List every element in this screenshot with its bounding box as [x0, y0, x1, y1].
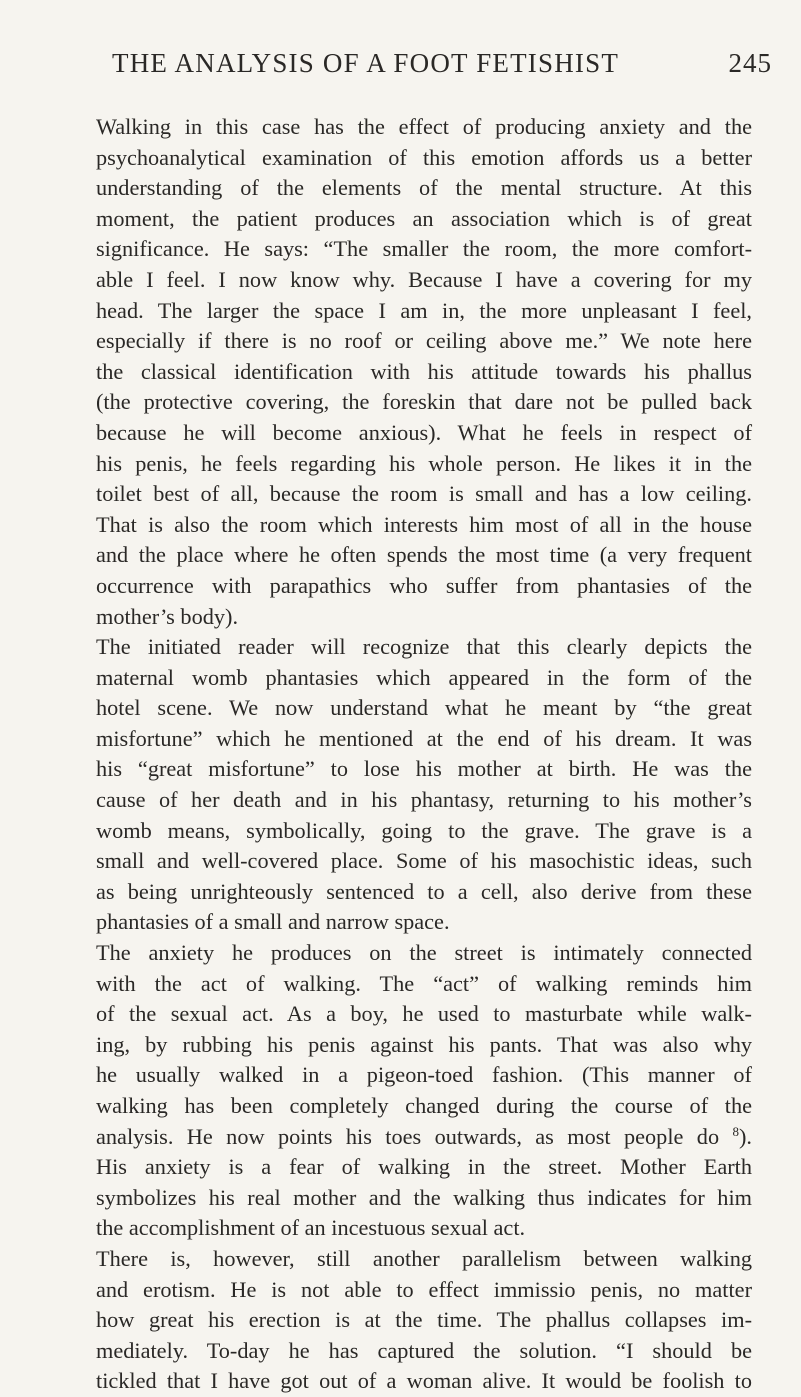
text-line: his “great misfortune” to lose his mother at birth. He was the	[96, 756, 752, 782]
text-line: head. The larger the space I am in, the more unpleasant I feel,	[96, 297, 752, 323]
text-line: ing, by rubbing his penis against his pants. That was also why	[96, 1031, 752, 1057]
text-line: the accomplishment of an incestuous sexual act.	[96, 1215, 526, 1241]
footnote-tail: ).	[739, 1123, 752, 1149]
text-line: and the place where he often spends the most time (a very frequent	[96, 542, 752, 568]
text-line: toilet best of all, because the room is small and has a low ceiling.	[96, 481, 752, 507]
text-line: tickled that I have got out of a woman alive. It would be foolish to	[96, 1368, 752, 1394]
footnote-marker: 8	[732, 1123, 739, 1139]
text-line: maternal womb phantasies which appeared in the form of the	[96, 664, 752, 690]
text-line: mediately. To-day he has captured the solution. “I should be	[96, 1337, 752, 1363]
running-head	[96, 40, 772, 80]
text-line: as being unrighteously sentenced to a cell, also derive from these	[96, 878, 752, 904]
text-line: how great his erection is at the time. The phallus collapses im-	[96, 1307, 752, 1333]
text-line: mother’s body).	[96, 603, 239, 629]
text-line: occurrence with parapathics who suffer from phantasies of the	[96, 572, 752, 598]
text-line: Walking in this case has the effect of producing anxiety and the	[96, 114, 752, 139]
text-line: understanding of the elements of the mental structure. At this	[96, 175, 752, 201]
text-line: he usually walked in a pigeon-toed fashion. (This manner of	[96, 1062, 752, 1088]
running-title: THE ANALYSIS OF A FOOT FETISHIST	[112, 48, 620, 78]
text-line: hotel scene. We now understand what he meant by “the great	[96, 695, 752, 721]
text-line-with-footnote	[96, 1122, 752, 1153]
text-line: symbolizes his real mother and the walking thus indicates for him	[96, 1184, 752, 1210]
text-line: womb means, symbolically, going to the grave. The grave is a	[96, 817, 752, 843]
page-number: 245	[728, 48, 772, 78]
text-line: misfortune” which he mentioned at the end of his dream. It was	[96, 725, 752, 751]
text-line: of the sexual act. As a boy, he used to masturbate while walk-	[96, 1001, 752, 1027]
text-line: That is also the room which interests him most of all in the house	[96, 511, 752, 537]
text-line: with the act of walking. The “act” of walking reminds him	[96, 970, 752, 996]
text-line: psychoanalytical examination of this emotion affords us a better	[96, 144, 752, 170]
text-line: especially if there is no roof or ceiling above me.” We note here	[96, 328, 752, 354]
text-line: his penis, he feels regarding his whole person. He likes it in the	[96, 450, 752, 476]
text-line: The anxiety he produces on the street is intimately connected	[96, 940, 752, 966]
text-line: the classical identification with his attitude towards his phallus	[96, 358, 752, 384]
text-line: There is, however, still another parallelism between walking	[96, 1245, 752, 1271]
text-line: walking has been completely changed during the course of the	[96, 1093, 752, 1118]
text-line-content: analysis. He now points his toes outwards, as most people do	[96, 1123, 720, 1149]
text-line: cause of her death and in his phantasy, returning to his mother’s	[96, 787, 752, 813]
text-line: phantasies of a small and narrow space.	[96, 909, 450, 935]
text-line: because he will become anxious). What he feels in respect of	[96, 419, 752, 445]
text-line: able I feel. I now know why. Because I have a covering for my	[96, 266, 752, 292]
text-line: significance. He says: “The smaller the room, the more comfort-	[96, 236, 752, 262]
text-line: moment, the patient produces an association which is of great	[96, 205, 752, 231]
text-line: (the protective covering, the foreskin that dare not be pulled back	[96, 389, 752, 415]
text-line: small and well-covered place. Some of his masochistic ideas, such	[96, 848, 752, 874]
body-text	[96, 112, 752, 1397]
text-line: and erotism. He is not able to effect immissio penis, no matter	[96, 1276, 752, 1302]
text-line: His anxiety is a fear of walking in the street. Mother Earth	[96, 1154, 752, 1180]
text-line: The initiated reader will recognize that this clearly depicts the	[96, 634, 752, 660]
